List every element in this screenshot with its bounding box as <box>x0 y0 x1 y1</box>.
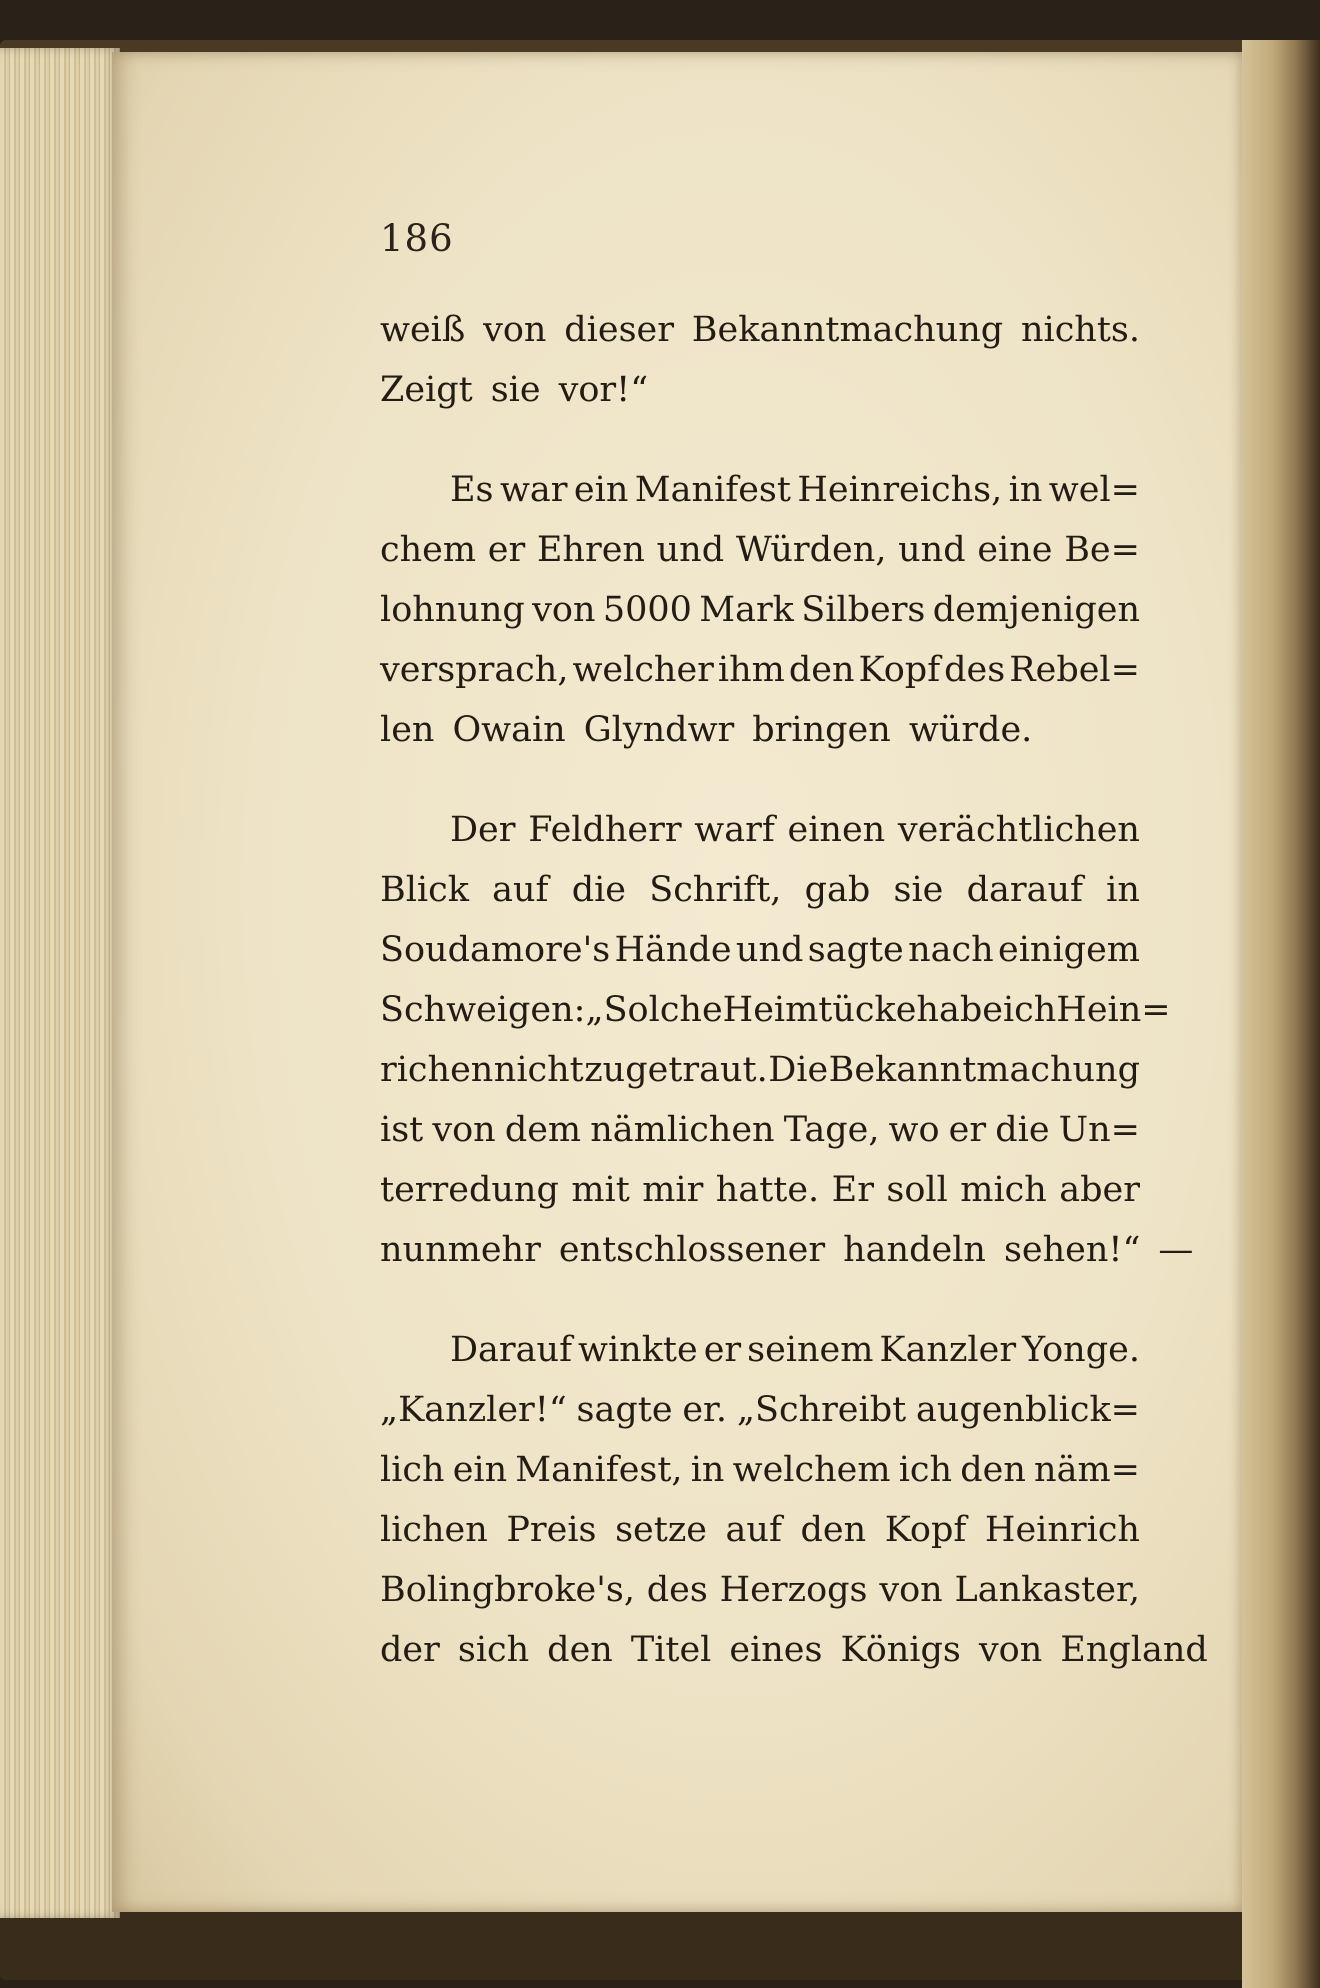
text-line: Bolingbroke's, des Herzogs von Lankaster, <box>380 1570 1140 1610</box>
text-line: Zeigt sie vor!“ <box>380 370 649 410</box>
paragraph <box>380 800 1194 1280</box>
text-line: richen nicht zugetraut. Die Bekanntmachung <box>380 1050 1140 1090</box>
paragraph-gap <box>380 760 1140 800</box>
text-line: versprach, welcher ihm den Kopf des Rebel= <box>380 650 1140 690</box>
page-number: 186 <box>380 217 454 260</box>
body-text <box>380 300 1208 1680</box>
text-line: Darauf winkte er seinem Kanzler Yonge. <box>450 1330 1140 1370</box>
text-line: Blick auf die Schrift, gab sie darauf in <box>380 870 1140 910</box>
text-line: len Owain Glyndwr bringen würde. <box>380 710 1033 750</box>
text-line: ist von dem nämlichen Tage, wo er die Un= <box>380 1110 1140 1150</box>
paragraph-gap <box>380 1280 1140 1320</box>
text-line: „Kanzler!“ sagte er. „Schreibt augenblick= <box>380 1390 1140 1430</box>
text-line: Es war ein Manifest Heinreichs, in wel= <box>450 470 1140 510</box>
text-line: Der Feldherr warf einen verächtlichen <box>450 810 1140 850</box>
text-line: lichen Preis setze auf den Kopf Heinrich <box>380 1510 1140 1550</box>
book-gutter <box>1242 40 1320 1988</box>
text-line: Soudamore's Hände und sagte nach einigem <box>380 930 1140 970</box>
paragraph-gap <box>380 420 1140 460</box>
text-line: lohnung von 5000 Mark Silbers demjenigen <box>380 590 1140 630</box>
text-line: lich ein Manifest, in welchem ich den näm= <box>380 1450 1140 1490</box>
text-line: der sich den Titel eines Königs von England <box>380 1630 1208 1670</box>
text-line: terredung mit mir hatte. Er soll mich aber <box>380 1170 1140 1210</box>
text-line: nunmehr entschlossener handeln sehen!“ — <box>380 1230 1194 1270</box>
paragraph <box>380 1320 1208 1680</box>
text-line: Schweigen: „Solche Heimtücke habe ich Hein= <box>380 990 1171 1030</box>
page-edges <box>0 48 120 1918</box>
paragraph <box>380 460 1140 760</box>
text-line: chem er Ehren und Würden, und eine Be= <box>380 530 1140 570</box>
paragraph <box>380 300 1140 420</box>
text-line: weiß von dieser Bekanntmachung nichts. <box>380 310 1140 350</box>
